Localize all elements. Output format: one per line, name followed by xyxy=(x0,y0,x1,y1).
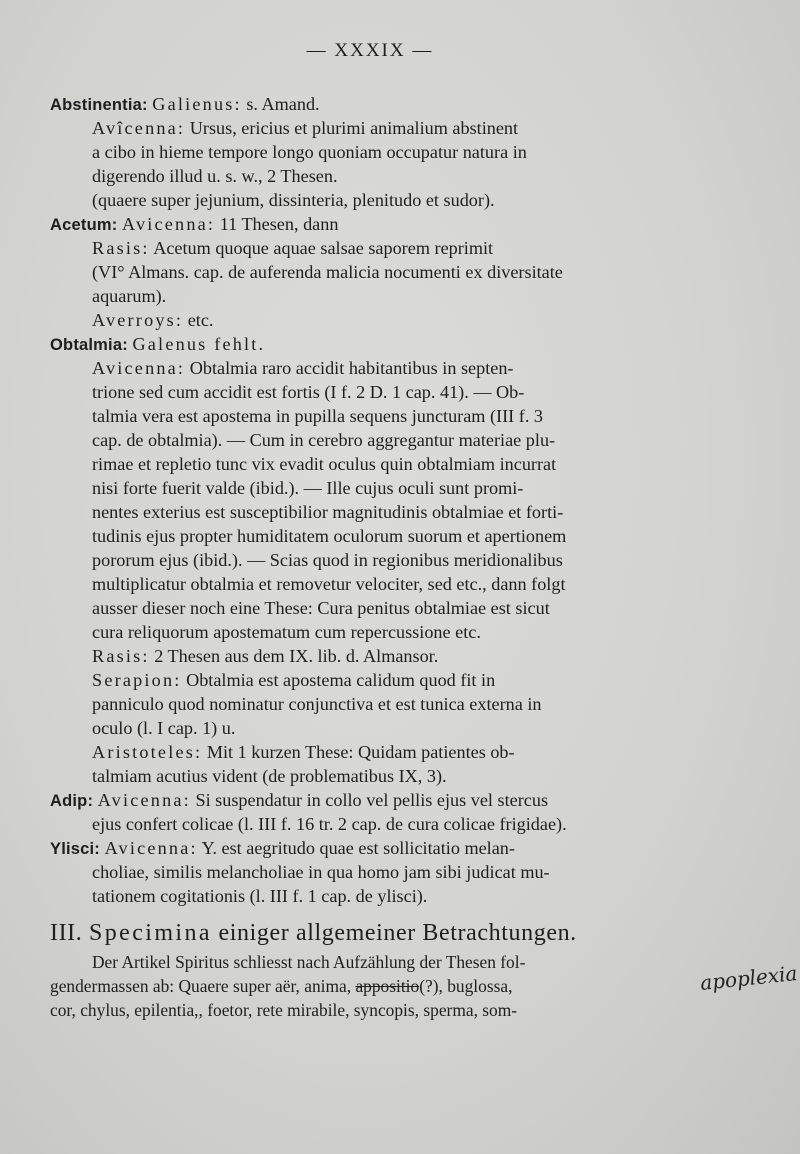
source-name: Avicenna: xyxy=(121,214,216,234)
paragraph-line: cor, chylus, epilentia,, foetor, rete mirabile, syncopis, sperma, som- xyxy=(50,1000,518,1020)
entry-text: s. Amand. xyxy=(241,94,320,114)
entry-text: nentes exterius est susceptibilior magnitudinis obtalmiae et forti- xyxy=(92,502,564,522)
entry-text: trione sed cum accidit est fortis (I f. 2 D. 1 cap. 41). — Ob- xyxy=(92,382,525,402)
entry-head: Ylisci: xyxy=(50,840,101,858)
section-paragraph xyxy=(50,950,686,1022)
entry-text: Y. est aegritudo quae est sollicitatio melan- xyxy=(197,838,515,858)
entry-text: Obtalmia raro accidit habitantibus in septen- xyxy=(185,358,514,378)
paragraph-text: gendermassen ab: Quaere super aër, anima, xyxy=(50,976,356,996)
source-name: Avicenna: xyxy=(104,838,198,858)
struck-word: appositio xyxy=(355,976,420,996)
entry-text: (quaere super jejunium, dissinteria, plenitudo et sudor). xyxy=(92,190,495,210)
entry-text: (VI° Almans. cap. de auferenda malicia nocumenti ex diversitate xyxy=(92,262,563,282)
paragraph-text: (?), buglossa, xyxy=(419,976,513,996)
source-name: Averroys: xyxy=(92,310,184,330)
source-name: Aristoteles: xyxy=(92,742,203,762)
entry-abstinentia xyxy=(50,92,686,212)
entry-head: Adip: xyxy=(50,792,94,810)
entry-text: panniculo quod nominatur conjunctiva et est tunica externa in xyxy=(92,694,542,714)
entry-text: Obtalmia est apostema calidum quod fit in xyxy=(181,670,496,690)
entry-text: multiplicatur obtalmia et removetur velociter, sed etc., dann folgt xyxy=(92,574,566,594)
entry-text: nisi forte fuerit valde (ibid.). — Ille cujus oculi sunt promi- xyxy=(92,478,524,498)
entry-text: talmia vera est apostema in pupilla sequens juncturam (III f. 3 xyxy=(92,406,544,426)
entry-text: oculo (l. I cap. 1) u. xyxy=(92,718,236,738)
source-name: Rasis: xyxy=(92,646,150,666)
entry-text: 2 Thesen aus dem IX. lib. d. Almansor. xyxy=(149,646,439,666)
entry-text: cap. de obtalmia). — Cum in cerebro aggregantur materiae plu- xyxy=(92,430,556,450)
entry-text: cura reliquorum apostematum cum repercussione etc. xyxy=(92,622,481,642)
entry-text: tationem cogitationis (l. III f. 1 cap. de ylisci). xyxy=(92,886,428,906)
entry-obtalmia xyxy=(50,332,686,788)
paragraph-line: Der Artikel Spiritus schliesst nach Aufzählung der Thesen fol- xyxy=(92,952,526,972)
entry-text: digerendo illud u. s. w., 2 Thesen. xyxy=(92,166,338,186)
entry-text: pororum ejus (ibid.). — Scias quod in regionibus meridionalibus xyxy=(92,550,563,570)
entry-text: Si suspendatur in collo vel pellis ejus vel stercus xyxy=(190,790,549,810)
entry-head: Abstinentia: xyxy=(50,96,148,114)
source-name: Galienus: xyxy=(152,94,242,114)
entry-text: a cibo in hieme tempore longo quoniam occupatur natura in xyxy=(92,142,527,162)
entry-text: rimae et repletio tunc vix evadit oculus quin obtalmiam incurrat xyxy=(92,454,557,474)
entry-text: ejus confert colicae (l. III f. 16 tr. 2 cap. de cura colicae frigidae). xyxy=(92,814,567,834)
section-number: III. xyxy=(50,920,83,946)
entry-adip xyxy=(50,788,686,836)
source-name: Avicenna: xyxy=(92,358,186,378)
entry-text: Mit 1 kurzen These: Quidam patientes ob- xyxy=(202,742,515,762)
source-name: Rasis: xyxy=(92,238,150,258)
entry-text: etc. xyxy=(183,310,214,330)
page-number: — XXXIX — xyxy=(306,40,434,61)
entry-text: tudinis ejus propter humiditatem oculorum suorum et apertionem xyxy=(92,526,567,546)
section-title: einiger allgemeiner Betrachtungen. xyxy=(211,920,577,946)
page-body xyxy=(50,92,686,1022)
source-name: Avicenna: xyxy=(97,790,191,810)
entry-text: choliae, similis melancholiae in qua homo jam sibi judicat mu- xyxy=(92,862,550,882)
section-heading xyxy=(50,916,686,950)
entry-text: talmiam acutius vident (de problematibus IX, 3). xyxy=(92,766,447,786)
source-name: Serapion: xyxy=(92,670,182,690)
entry-head: Obtalmia: xyxy=(50,336,128,354)
entry-head: Acetum: xyxy=(50,216,118,234)
entry-acetum xyxy=(50,212,686,332)
entry-ylisci xyxy=(50,836,686,908)
handwritten-margin-note: apoplexia xyxy=(699,960,799,996)
source-name: Avîcenna: xyxy=(92,118,186,138)
entry-text: 11 Thesen, dann xyxy=(215,214,339,234)
source-name: Galenus fehlt. xyxy=(132,334,266,354)
entry-text: Acetum quoque aquae salsae saporem reprimit xyxy=(149,238,494,258)
section-title-spaced: Specimina xyxy=(89,920,212,946)
entry-text: Ursus, ericius et plurimi animalium abstinent xyxy=(185,118,519,138)
entry-text: ausser dieser noch eine These: Cura penitus obtalmiae est sicut xyxy=(92,598,550,618)
entry-text: aquarum). xyxy=(92,286,167,306)
